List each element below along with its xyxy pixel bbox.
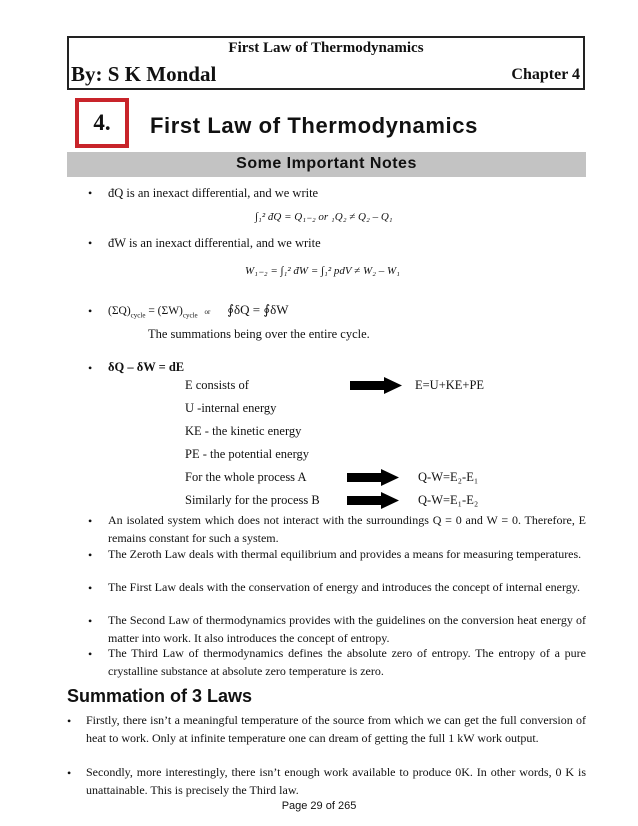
energy-row [185,466,495,489]
bullet-dot: • [67,766,72,780]
header-title: First Law of Thermodynamics [228,40,424,56]
dq-equation: ∫₁² đQ = Q₁₋₂ or ₁Q₂ ≠ Q₂ – Q₁ [255,211,393,223]
energy-row [185,443,495,466]
energy-row-left: Similarly for the process B [185,493,320,507]
dq-text: đQ is an inexact differential, and we write [108,186,319,200]
energy-row [185,374,495,397]
bullet-text: The Third Law of thermodynamics defines the absolute zero of entropy. The entropy of a pure crystalline substance at absolute zero temperature is zero. [108,646,586,678]
cycle-integral: ∮δQ = ∮δW [227,302,289,317]
page-header [67,36,585,90]
bullet-dot: • [67,714,72,728]
energy-row-right: Q-W=E₁-E₂ [418,493,479,507]
energy-row [185,489,495,512]
energy-row-right: E=U+KE+PE [415,378,485,392]
bullet-text: The Second Law of thermodynamics provides with the guidelines on the conversion heat energy of matter into work. It also introduces the concept of entropy. [108,613,586,645]
bullet-dot: • [88,186,93,200]
energy-row-left: U -internal energy [185,401,277,415]
bullet-text: An isolated system which does not interact with the surroundings Q = 0 and W = 0. Therefore, E remains constant for such a system. [108,513,586,545]
dw-text: đW is an inexact differential, and we write [108,236,321,250]
notes-title: Some Important Notes [236,155,417,172]
dw-equation: W₁₋₂ = ∫₁² đW = ∫₁² pdV ≠ W₂ – W₁ [245,265,400,277]
energy-row-left: For the whole process A [185,470,307,484]
cycle-sum-q: (ΣQ) [108,305,131,317]
energy-row-left: E consists of [185,378,249,392]
right-arrow-icon [350,377,402,394]
bullet-dot: • [88,361,93,375]
energy-equation: δQ – δW = dE [108,360,185,374]
summation-text: Firstly, there isn’t a meaningful temperature of the source from which we can get the full conversion of heat to work. Only at infinite temperature one can dream of getting the full 1 kW work output. [86,713,586,745]
bullet-dot: • [88,647,93,661]
cycle-sum-w: = (ΣW) [145,305,183,317]
header-author: By: S K Mondal [71,62,217,86]
chapter-title: First Law of Thermodynamics [150,113,478,138]
header-chapter: Chapter 4 [511,66,580,83]
cycle-subscript: cycle [130,311,146,320]
right-arrow-icon [347,469,399,486]
cycle-note: The summations being over the entire cycle. [148,327,370,341]
notes-banner [67,152,586,177]
bullet-dot: • [88,548,93,562]
bullet-dot: • [88,514,93,528]
bullet-dot: • [88,236,93,250]
chapter-number: 4. [79,102,125,144]
bullet-dot: • [88,614,93,628]
energy-row-left: KE - the kinetic energy [185,424,302,438]
cycle-or: or [204,308,211,316]
chapter-number-box [75,98,129,148]
bullet-dot: • [88,304,93,318]
cycle-equation [108,302,289,319]
summation-heading: Summation of 3 Laws [67,686,253,706]
bullet-text: The First Law deals with the conservation of energy and introduces the concept of internal energy. [108,580,580,594]
right-arrow-icon [347,492,399,509]
bullet-text: The Zeroth Law deals with thermal equilibrium and provides a means for measuring temperatures. [108,547,582,561]
energy-row-right: Q-W=E₂-E₁ [418,470,479,484]
cycle-subscript: cycle [182,311,198,320]
summation-text: Secondly, more interestingly, there isn’t enough work available to produce 0K. In other words, 0 K is unattainable. This is precisely the Third law. [86,765,586,797]
bullet-dot: • [88,581,93,595]
energy-row [185,397,495,420]
energy-panel [185,374,495,512]
energy-row-left: PE - the potential energy [185,447,310,461]
energy-row [185,420,495,443]
page-footer: Page 29 of 265 [281,800,357,812]
